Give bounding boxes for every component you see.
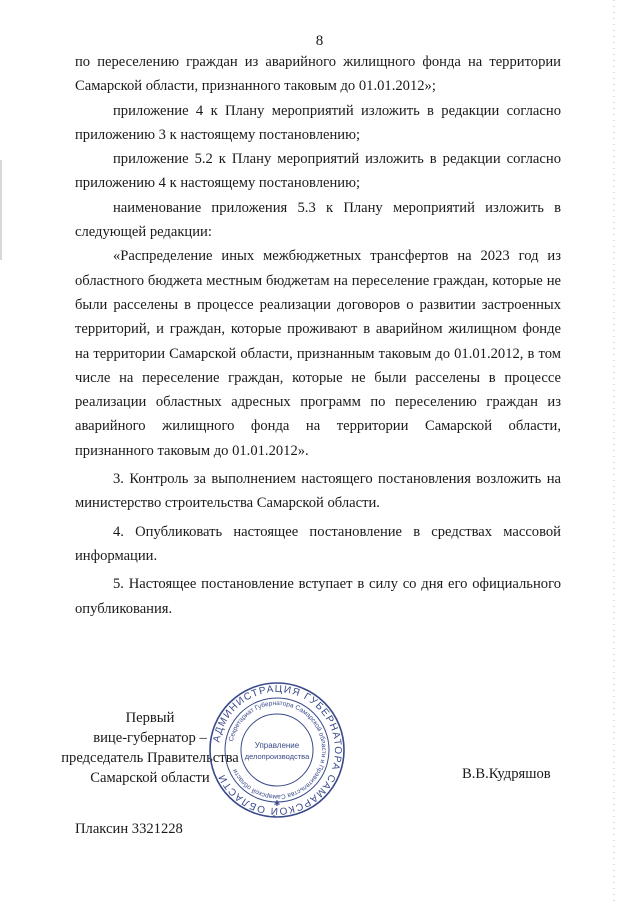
official-stamp xyxy=(207,680,347,820)
executor-contact: Плаксин 3321228 xyxy=(75,821,183,837)
paragraph-publish: 4. Опубликовать настоящее постановление в средствах массовой информации. xyxy=(75,523,561,564)
page-number: 8 xyxy=(315,33,324,49)
scan-edge-dots xyxy=(612,0,616,905)
paragraph-quoted-title: «Распределение иных межбюджетных трансфертов на 2023 год из областного бюджета местным бюджетам на переселение граждан, которые не были расселены в процессе реализации договоров о развитии застроенных территорий, и граждан, которые проживают в аварийном жилищном фонде на территории Самарской области, признанным таковым до 01.01.2012, в том числе на переселение граждан, которые не были расселены в процессе реализации областных адресных программ по переселению граждан из аварийного жилищного фонда на территории Самарской области, признанного таковым до 01.01.2012». xyxy=(75,248,561,459)
paragraph-continuation: по переселению граждан из аварийного жилищного фонда на территории Самарской области, признанного таковым до 01.01.2012»; xyxy=(75,54,561,95)
paragraph-effective: 5. Настоящее постановление вступает в силу со дня его официального опубликования. xyxy=(75,576,561,617)
svg-text:Секретариат Губернатора Самарс xyxy=(228,700,327,800)
signatory-line-3: председатель Правительства xyxy=(61,750,239,766)
stamp-inner-text: Секретариат Губернатора Самарской области и Правительства Самарской области xyxy=(227,699,328,801)
signatory-name: В.В.Кудряшов xyxy=(462,766,551,782)
stamp-center-line-2: делопроизводства xyxy=(244,752,310,761)
document-body xyxy=(75,50,561,621)
paragraph-appendix-4: приложение 4 к Плану мероприятий изложить в редакции согласно приложению 3 к настоящему постановлению; xyxy=(75,102,561,143)
paragraph-appendix-5-2: приложение 5.2 к Плану мероприятий изложить в редакции согласно приложению 4 к настоящему постановлению; xyxy=(75,151,561,192)
stamp-star-icon: ✱ xyxy=(273,799,281,808)
scan-edge-mark xyxy=(0,160,2,260)
stamp-center-line-1: Управление xyxy=(254,741,300,750)
signatory-line-1: Первый xyxy=(125,710,175,726)
paragraph-appendix-5-3-title: наименование приложения 5.3 к Плану мероприятий изложить в следующей редакции: xyxy=(75,199,561,241)
signatory-line-4: Самарской области xyxy=(90,770,210,786)
paragraph-control: 3. Контроль за выполнением настоящего постановления возложить на министерство строительства Самарской области. xyxy=(75,471,561,512)
stamp-outer-text: АДМИНИСТРАЦИЯ ГУБЕРНАТОРА САМАРСКОЙ ОБЛАСТИ xyxy=(211,683,344,817)
signatory-line-2: вице-губернатор – xyxy=(93,730,207,746)
